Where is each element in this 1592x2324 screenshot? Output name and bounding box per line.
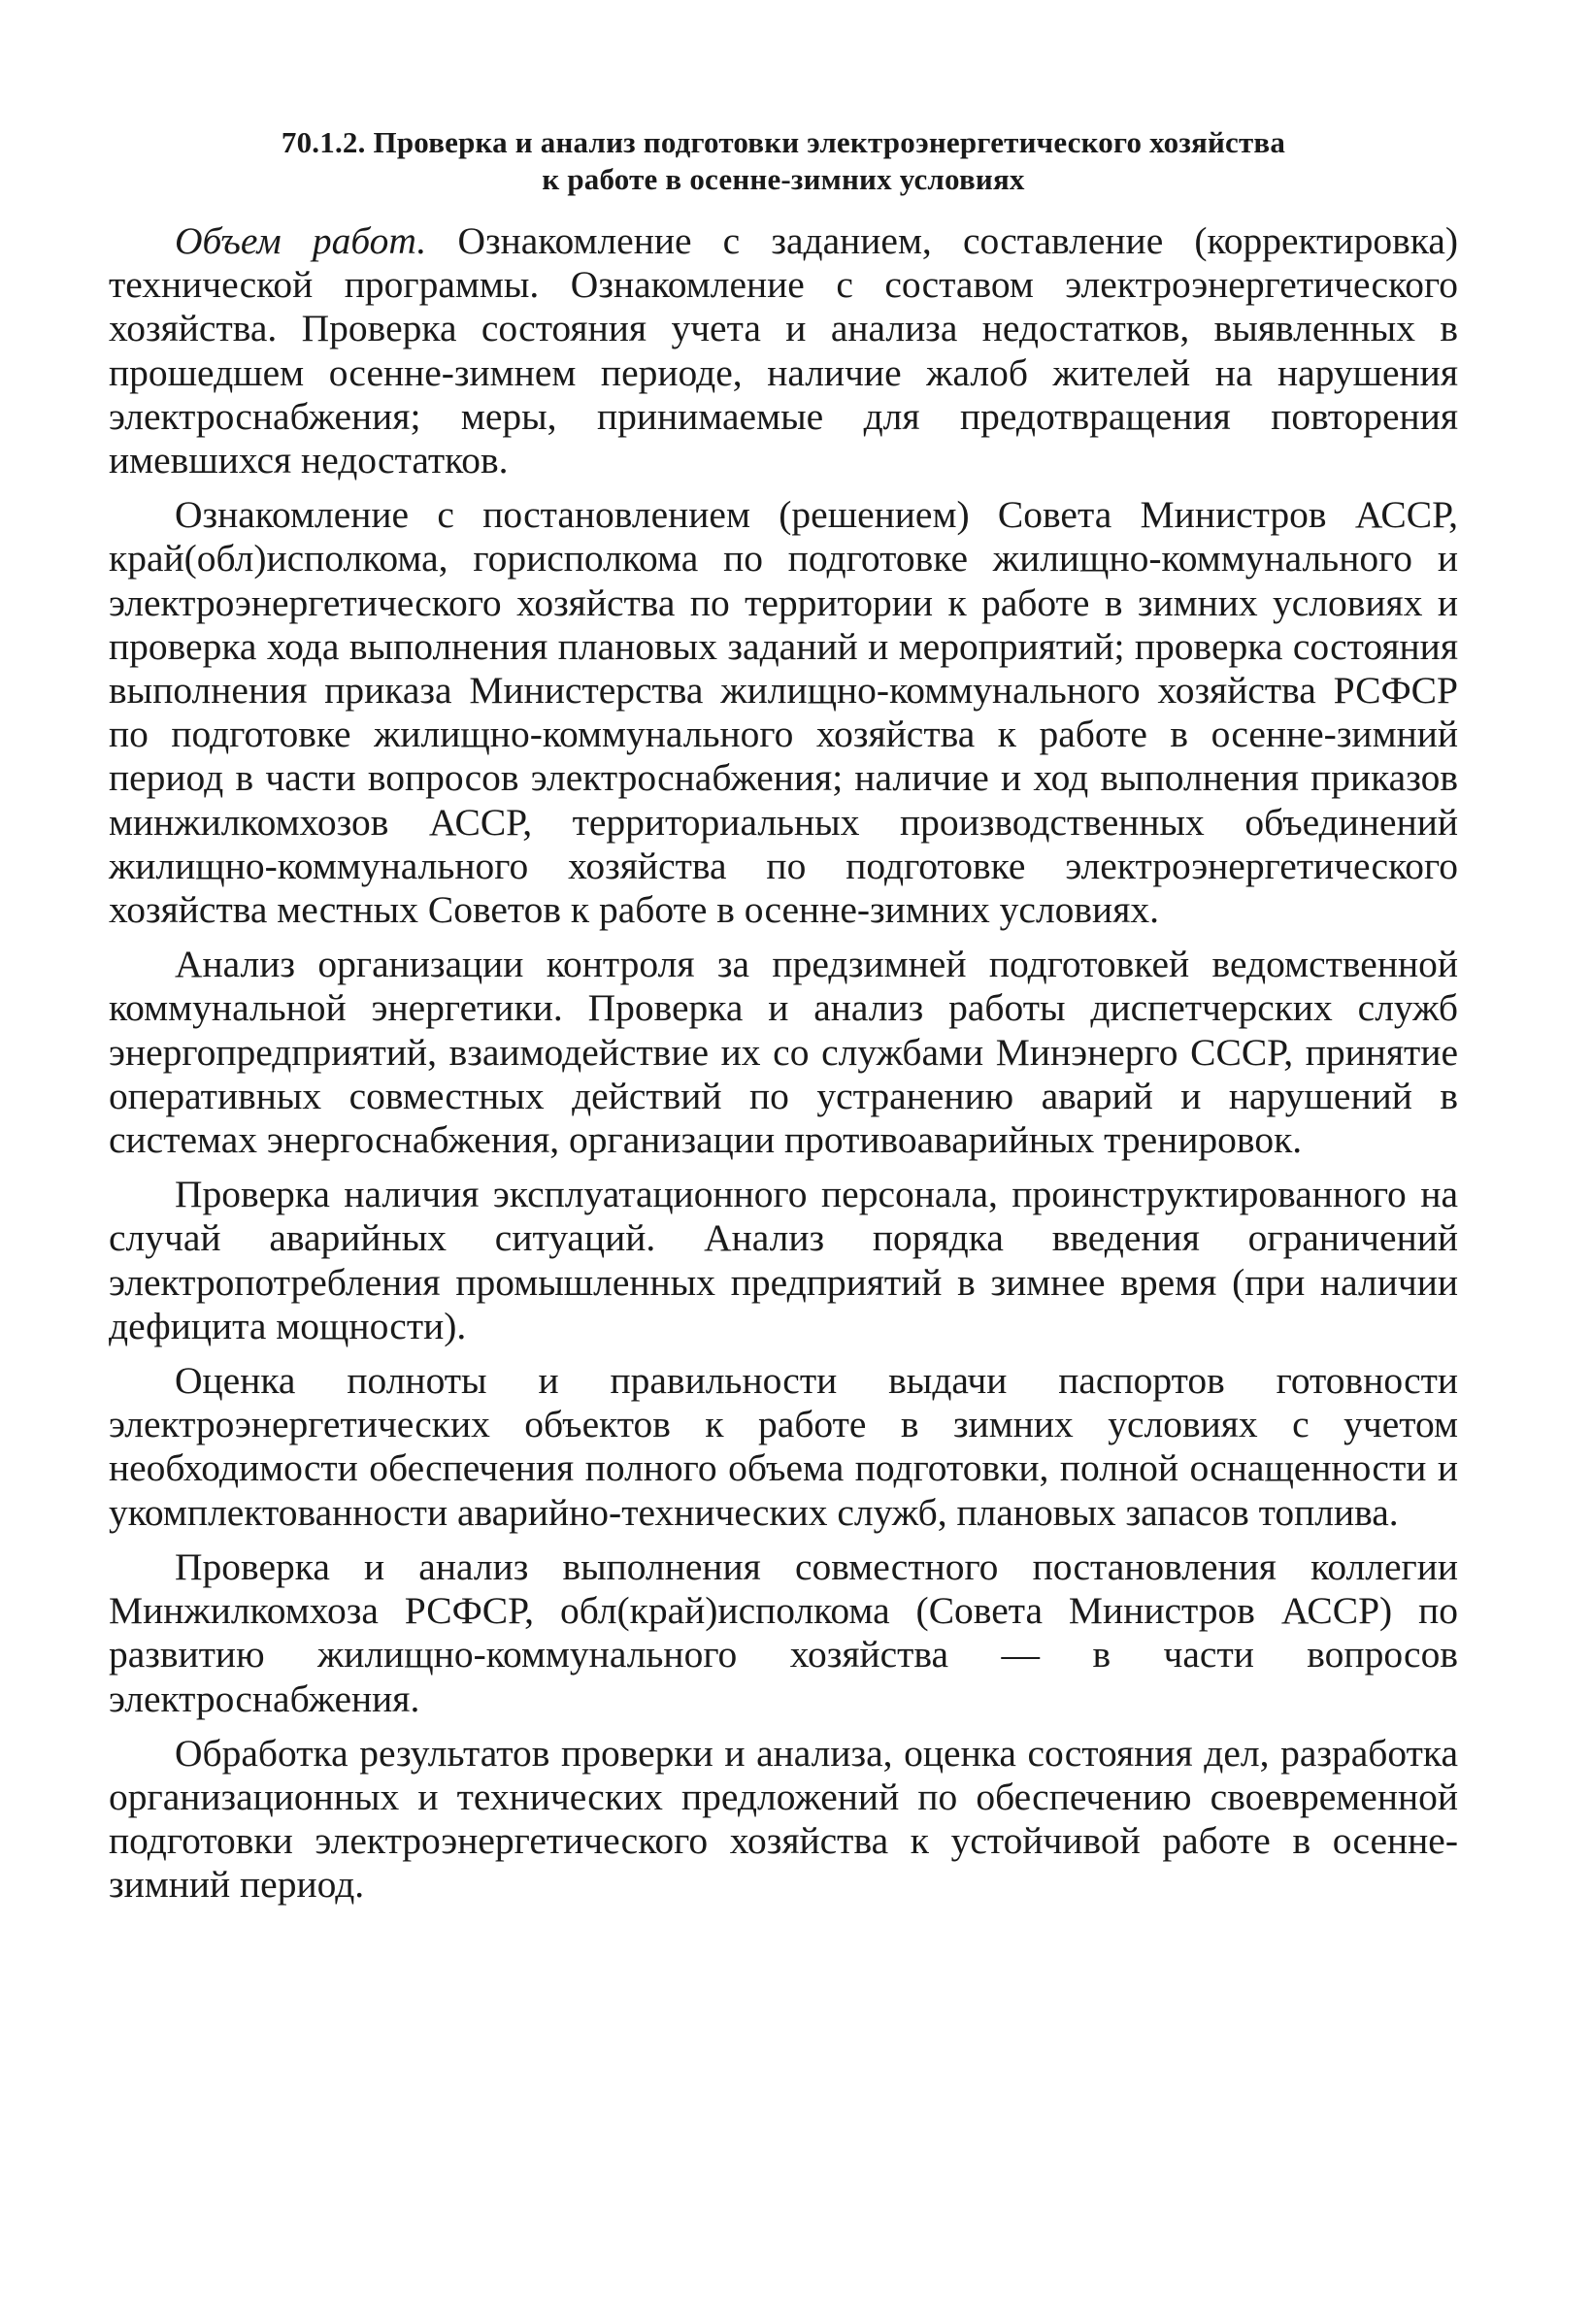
paragraph-7: Обработка результатов проверки и анализа, оценка состояния дел, разработка организационных и технических предложений по обеспечению своевременной подготовки электроэнергетического хозяйства к устойчивой работе в осенне-зимний период. xyxy=(109,1731,1458,1907)
lead-label: Объем работ. xyxy=(175,219,427,262)
paragraph-5: Оценка полноты и правильности выдачи паспортов готовности электроэнергетических объектов к работе в зимних условиях с учетом необходимости обеспечения полного объема подготовки, полной оснащенности и укомплектованности аварийно-технических служб, плановых запасов топлива. xyxy=(109,1359,1458,1534)
heading-title-line-2: к работе в осенне-зимних условиях xyxy=(542,162,1025,196)
paragraph-4: Проверка наличия эксплуатационного персонала, проинструктированного на случай аварийных ситуаций. Анализ порядка введения ограничений электропотребления промышленных предприятий в зимнее время (при наличии дефицита мощности). xyxy=(109,1173,1458,1347)
paragraph-2: Ознакомление с постановлением (решением) Совета Министров АССР, край(обл)исполкома, горисполкома по подготовке жилищно-коммунального и электроэнергетического хозяйства по территории к работе в зимних условиях и проверка хода выполнения плановых заданий и мероприятий; проверка состояния выполнения приказа Министерства жилищно-коммунального хозяйства РСФСР по подготовке жилищно-коммунального хозяйства к работе в осенне-зимний период в части вопросов электроснабжения; наличие и ход выполнения приказов минжилкомхозов АССР, территориальных производственных объединений жилищно-коммунального хозяйства по подготовке электроэнергетического хозяйства местных Советов к работе в осенне-зимних условиях. xyxy=(109,493,1458,932)
heading-title-line-1: Проверка и анализ подготовки электроэнергетического хозяйства xyxy=(373,125,1286,159)
section-number: 70.1.2. xyxy=(281,125,366,159)
document-page xyxy=(109,124,1458,1918)
paragraph-6: Проверка и анализ выполнения совместного постановления коллегии Минжилкомхоза РСФСР, обл(край)исполкома (Совета Министров АССР) по развитию жилищно-коммунального хозяйства — в части вопросов электроснабжения. xyxy=(109,1544,1458,1720)
paragraph-1 xyxy=(109,219,1458,482)
section-heading xyxy=(109,124,1458,198)
heading-line-1 xyxy=(109,124,1458,161)
paragraph-3: Анализ организации контроля за предзимней подготовкей ведомственной коммунальной энергетики. Проверка и анализ работы диспетчерских служб энергопредприятий, взаимодействие их со службами Минэнерго СССР, принятие оперативных совместных действий по устранению аварий и нарушений в системах энергоснабжения, организации противоаварийных тренировок. xyxy=(109,943,1458,1162)
paragraph-1-text: Ознакомление с заданием, составление (корректировка) технической программы. Ознакомление с составом электроэнергетического хозяйства. Проверка состояния учета и анализа недостатков, выявленных в прошедшем осенне-зимнем периоде, наличие жалоб жителей на нарушения электроснабжения; меры, принимаемые для предотвращения повторения имевшихся недостатков. xyxy=(109,219,1459,482)
